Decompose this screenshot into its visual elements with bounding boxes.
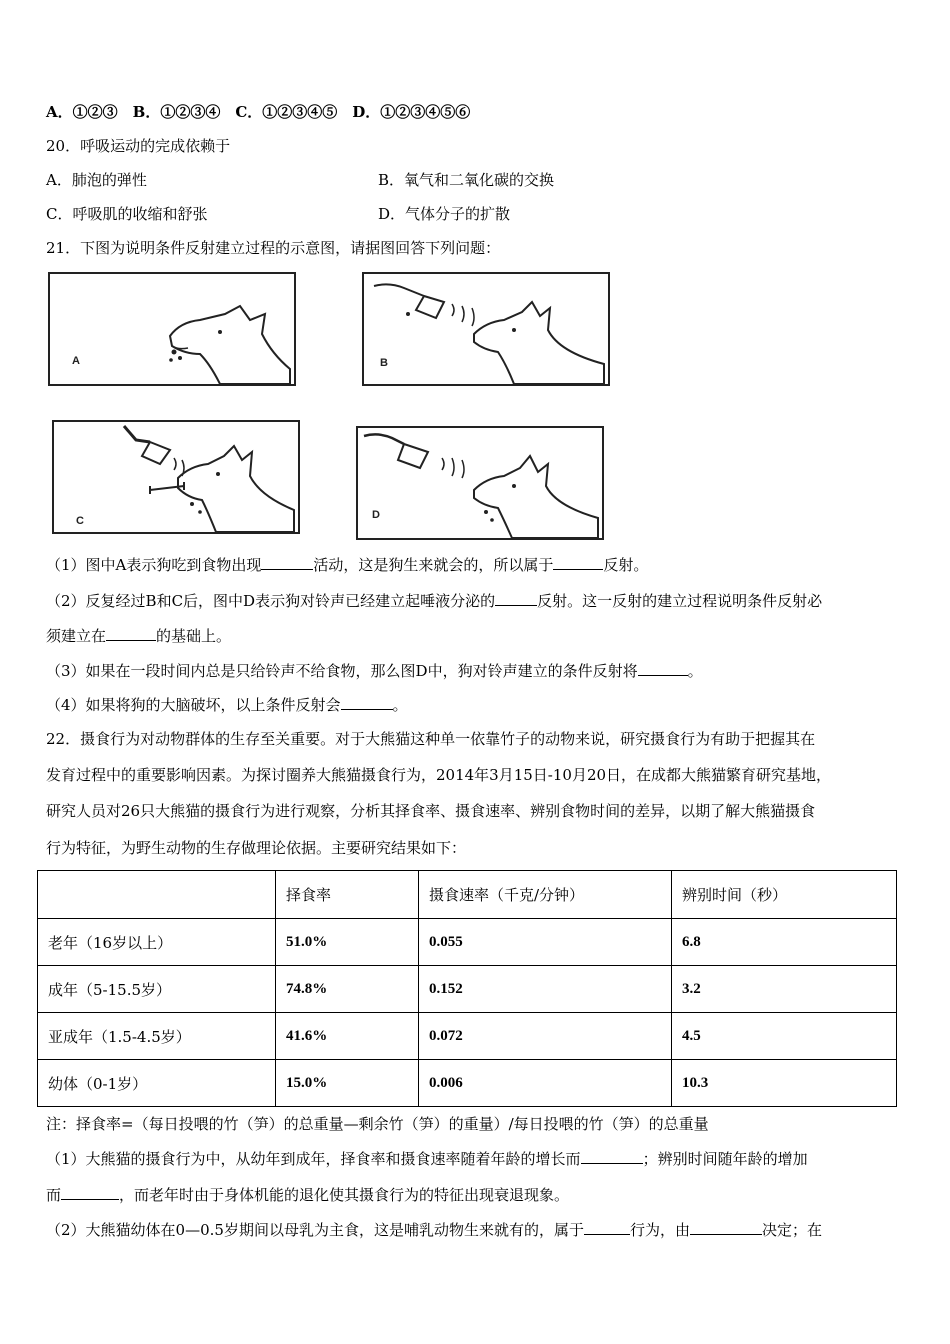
q22-part1-cont: 而 ，而老年时由于身体机能的退化使其摄食行为的特征出现衰退现象。 <box>46 1186 570 1204</box>
figure-a <box>48 272 296 386</box>
q20-option-c: C．呼吸肌的收缩和舒张 <box>46 205 208 223</box>
figure-b <box>362 272 610 386</box>
table-cell: 10.3 <box>672 1060 897 1107</box>
q20-option-a: A．肺泡的弹性 <box>46 171 147 189</box>
q19-options: A．①②③ B．①②③④ C．①②③④⑤ D．①②③④⑤⑥ <box>46 103 471 121</box>
figure-d-label: D <box>372 509 380 521</box>
table-cell: 41.6% <box>276 1013 419 1060</box>
q21-stem: 21．下图为说明条件反射建立过程的示意图，请据图回答下列问题： <box>46 239 501 257</box>
panda-feeding-table <box>37 870 897 1107</box>
q22-para-line4: 行为特征，为野生动物的生存做理论依据。主要研究结果如下： <box>46 839 467 857</box>
table-row <box>38 1060 897 1107</box>
table-cell: 0.072 <box>419 1013 672 1060</box>
q21-part2: （2）反复经过B和C后，图中D表示狗对铃声已经建立起唾液分泌的 反射。这一反射的建立过程说明条件反射必 <box>46 592 823 610</box>
table-cell: 0.055 <box>419 919 672 966</box>
q22-para-line3: 研究人员对26只大熊猫的摄食行为进行观察，分析其择食率、摄食速率、辨别食物时间的差异，以期了解大熊猫摄食 <box>46 802 816 820</box>
table-cell: 3.2 <box>672 966 897 1013</box>
table-row <box>38 919 897 966</box>
q21-part4: （4）如果将狗的大脑破坏，以上条件反射会 。 <box>46 696 408 714</box>
q21-part3: （3）如果在一段时间内总是只给铃声不给食物，那么图D中，狗对铃声建立的条件反射将 。 <box>46 662 703 680</box>
q21-part1: （1）图中A表示狗吃到食物出现 活动，这是狗生来就会的，所以属于 反射。 <box>46 556 649 574</box>
figure-a-label: A <box>72 355 80 367</box>
q21-part2-cont: 须建立在 的基础上。 <box>46 627 232 645</box>
table-cell: 74.8% <box>276 966 419 1013</box>
table-row <box>38 966 897 1013</box>
table-header-cell: 摄食速率（千克/分钟） <box>419 871 672 919</box>
table-note: 注：择食率=（每日投喂的竹（笋）的总重量—剩余竹（笋）的重量）/每日投喂的竹（笋）的总重量 <box>46 1115 709 1133</box>
figure-d <box>356 426 604 540</box>
table-cell: 0.152 <box>419 966 672 1013</box>
table-header-cell: 辨别时间（秒） <box>672 871 897 919</box>
q20-stem: 20．呼吸运动的完成依赖于 <box>46 137 231 155</box>
figure-c <box>52 420 300 534</box>
q22-part2: （2）大熊猫幼体在0—0.5岁期间以母乳为主食，这是哺乳动物生来就有的，属于 行为，由 决定；在 <box>46 1221 822 1239</box>
table-header-cell <box>38 871 276 919</box>
table-cell: 15.0% <box>276 1060 419 1107</box>
q20-option-b: B．氧气和二氧化碳的交换 <box>378 171 555 189</box>
table-cell: 老年（16岁以上） <box>38 919 276 966</box>
dog-bell-salivating-icon <box>358 428 602 538</box>
figure-b-label: B <box>380 357 388 369</box>
dog-eating-icon <box>50 274 294 384</box>
table-row <box>38 1013 897 1060</box>
q22-para-line1: 22．摄食行为对动物群体的生存至关重要。对于大熊猫这种单一依靠竹子的动物来说，研究摄食行为有助于把握其在 <box>46 730 816 748</box>
table-header-cell: 择食率 <box>276 871 419 919</box>
table-cell: 6.8 <box>672 919 897 966</box>
table-cell: 4.5 <box>672 1013 897 1060</box>
dog-bell-food-icon <box>54 422 298 532</box>
dog-bell-icon <box>364 274 608 384</box>
table-cell: 成年（5-15.5岁） <box>38 966 276 1013</box>
q22-part1: （1）大熊猫的摄食行为中，从幼年到成年，择食率和摄食速率随着年龄的增长而 ；辨别时间随年龄的增加 <box>46 1150 808 1168</box>
table-cell: 亚成年（1.5-4.5岁） <box>38 1013 276 1060</box>
table-cell: 0.006 <box>419 1060 672 1107</box>
q20-option-d: D．气体分子的扩散 <box>378 205 511 223</box>
table-header-row <box>38 871 897 919</box>
table-cell: 51.0% <box>276 919 419 966</box>
figure-c-label: C <box>76 515 84 527</box>
table-cell: 幼体（0-1岁） <box>38 1060 276 1107</box>
q22-para-line2: 发育过程中的重要影响因素。为探讨圈养大熊猫摄食行为，2014年3月15日-10月20日，在成都大熊猫繁育研究基地， <box>46 766 832 784</box>
